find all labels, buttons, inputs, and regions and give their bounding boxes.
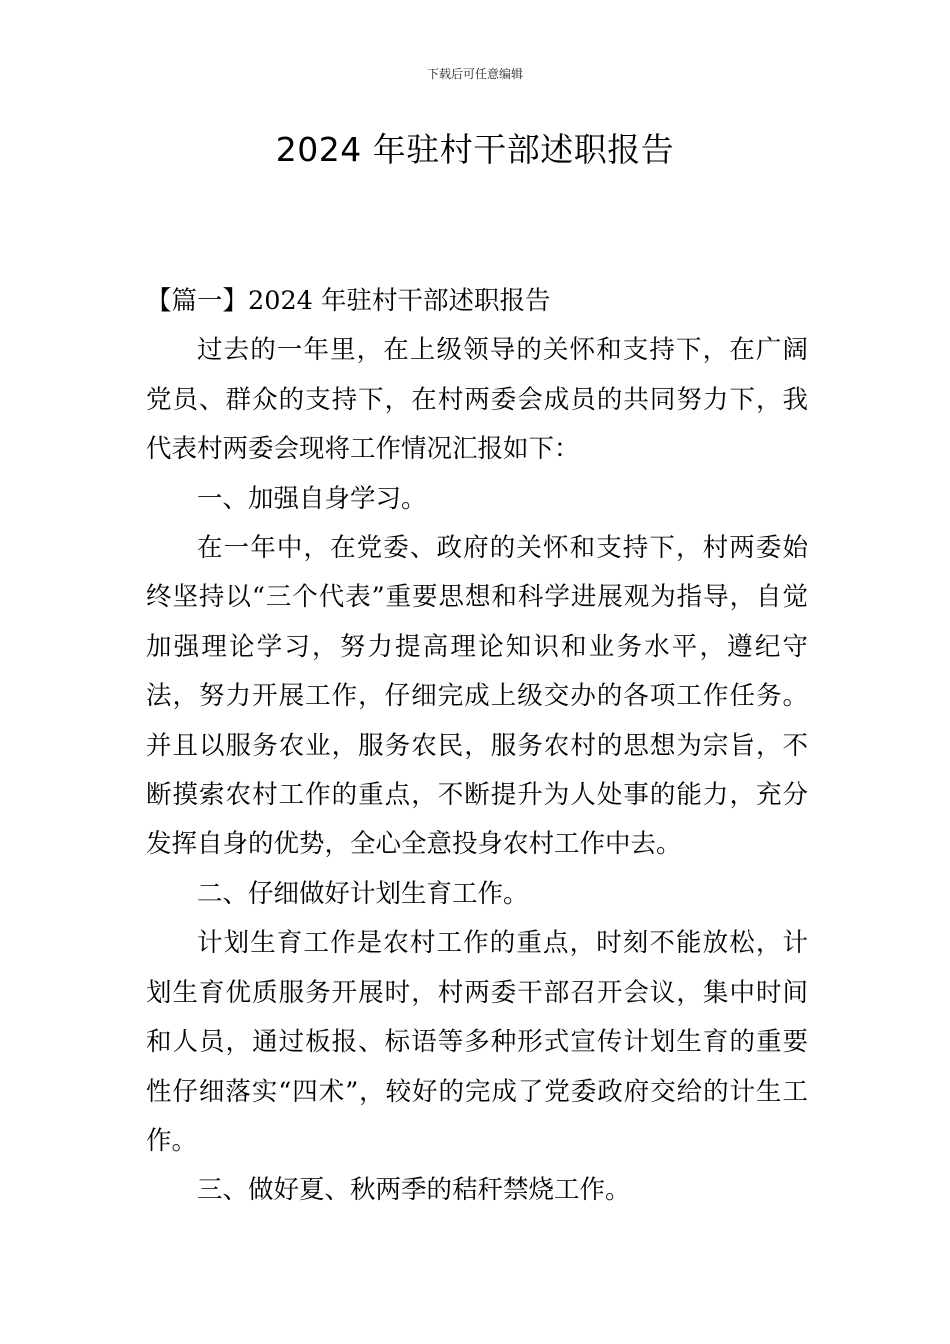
- paragraph-intro: 过去的一年里，在上级领导的关怀和支持下，在广阔党员、群众的支持下，在村两委会成员的共同努力下，我代表村两委会现将工作情况汇报如下：: [146, 335, 808, 465]
- heading-straw-burning: 三、做好夏、秋两季的秸秆禁烧工作。: [197, 1175, 631, 1206]
- document-title: 2024 年驻村干部述职报告: [275, 130, 675, 169]
- section-heading: 【篇一】2024 年驻村干部述职报告: [146, 286, 551, 316]
- paragraph-family-planning: 计划生育工作是农村工作的重点，时刻不能放松，计划生育优质服务开展时，村两委干部召开会议，集中时间和人员，通过板报、标语等多种形式宣传计划生育的重要性仔细落实“四术”，较好的完成了党委政府交给的计生工作。: [146, 928, 808, 1156]
- paragraph-self-study: 在一年中，在党委、政府的关怀和支持下，村两委始终坚持以“三个代表”重要思想和科学进展观为指导，自觉加强理论学习，努力提高理论知识和业务水平，遵纪守法，努力开展工作，仔细完成上级交办的各项工作任务。并且以服务农业，服务农民，服务农村的思想为宗旨，不断摸索农村工作的重点，不断提升为人处事的能力，充分发挥自身的优势，全心全意投身农村工作中去。: [146, 533, 808, 860]
- document-body: [146, 277, 808, 1216]
- heading-family-planning: 二、仔细做好计划生育工作。: [197, 878, 529, 909]
- header-note: 下载后可任意编辑: [426, 67, 523, 81]
- heading-self-study: 一、加强自身学习。: [197, 483, 427, 514]
